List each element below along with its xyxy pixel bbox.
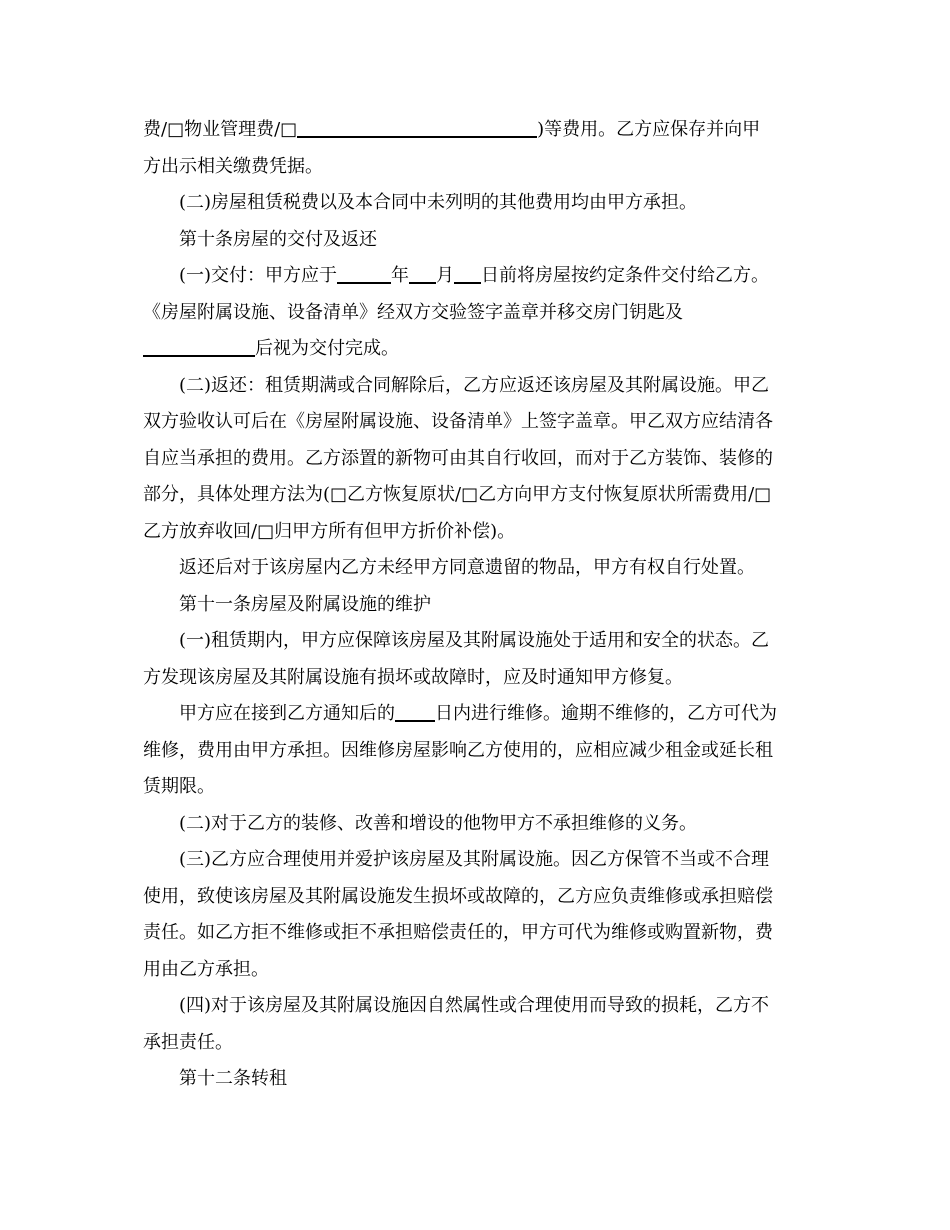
paragraph-line: 返还后对于该房屋内乙方未经甲方同意遗留的物品，甲方有权自行处置。: [179, 557, 755, 578]
text-line: 赁期限。: [143, 776, 215, 797]
fill-blank-days[interactable]: [395, 702, 435, 722]
paragraph-line: (四)对于该房屋及其附属设施因自然属性或合理使用而导致的损耗，乙方不: [179, 995, 770, 1016]
text-line: 维修，费用由甲方承担。因维修房屋影响乙方使用的，应相应减少租金或延长租: [143, 739, 773, 761]
text-line: 用由乙方承担。: [143, 958, 269, 980]
article-heading: 第十二条转租: [179, 1068, 287, 1089]
fill-blank-day[interactable]: [454, 264, 481, 284]
fill-blank[interactable]: [143, 337, 255, 357]
paragraph-line: (三)乙方应合理使用并爱护该房屋及其附属设施。因乙方保管不当或不合理: [179, 849, 770, 870]
paragraph-line: (二)返还：租赁期满或合同解除后，乙方应返还该房屋及其附属设施。甲乙: [179, 374, 770, 396]
text-line: 责任。如乙方拒不维修或拒不承担赔偿责任的，甲方可代为维修或购置新物，费: [143, 922, 773, 943]
document-page: [143, 116, 806, 1102]
text-line: 《房屋附属设施、设备清单》经双方交验签字盖章并移交房门钥匙及: [143, 301, 683, 323]
text-line: 承担责任。: [143, 1031, 233, 1053]
fill-blank[interactable]: [297, 118, 537, 138]
paragraph-line: (一)交付：甲方应于 年 月 日前将房屋按约定条件交付给乙方。: [179, 265, 770, 286]
article-heading: 第十条房屋的交付及返还: [179, 228, 377, 250]
paragraph-line: (二)房屋租赁税费以及本合同中未列明的其他费用均由甲方承担。: [179, 192, 698, 213]
fill-blank-month[interactable]: [409, 264, 436, 284]
text-line: 部分，具体处理方法为(□乙方恢复原状/□乙方向甲方支付恢复原状所需费用/□: [143, 484, 772, 505]
text-line: 双方验收认可后在《房屋附属设施、设备清单》上签字盖章。甲乙双方应结清各: [143, 411, 773, 432]
text-line: 方发现该房屋及其附属设施有损坏或故障时，应及时通知甲方修复。: [143, 666, 683, 688]
fill-blank-year[interactable]: [337, 264, 391, 284]
text-line: 使用，致使该房屋及其附属设施发生损坏或故障的，乙方应负责维修或承担赔偿: [143, 885, 773, 907]
paragraph-line: (一)租赁期内，甲方应保障该房屋及其附属设施处于适用和安全的状态。乙: [179, 630, 770, 651]
text-line: 乙方放弃收回/□归甲方所有但甲方折价补偿)。: [143, 520, 516, 542]
paragraph-line: (二)对于乙方的装修、改善和增设的他物甲方不承担维修的义务。: [179, 812, 698, 834]
text-line: 费/□物业管理费/□ )等费用。乙方应保存并向甲: [143, 119, 761, 140]
text-line: 后视为交付完成。: [143, 335, 806, 362]
article-heading: 第十一条房屋及附属设施的维护: [179, 593, 431, 615]
paragraph-line: 甲方应在接到乙方通知后的 日内进行维修。逾期不维修的，乙方可代为: [179, 703, 777, 724]
text-line: 自应当承担的费用。乙方添置的新物可由其自行收回，而对于乙方装饰、装修的: [143, 447, 773, 469]
text-line: 方出示相关缴费凭据。: [143, 155, 323, 177]
